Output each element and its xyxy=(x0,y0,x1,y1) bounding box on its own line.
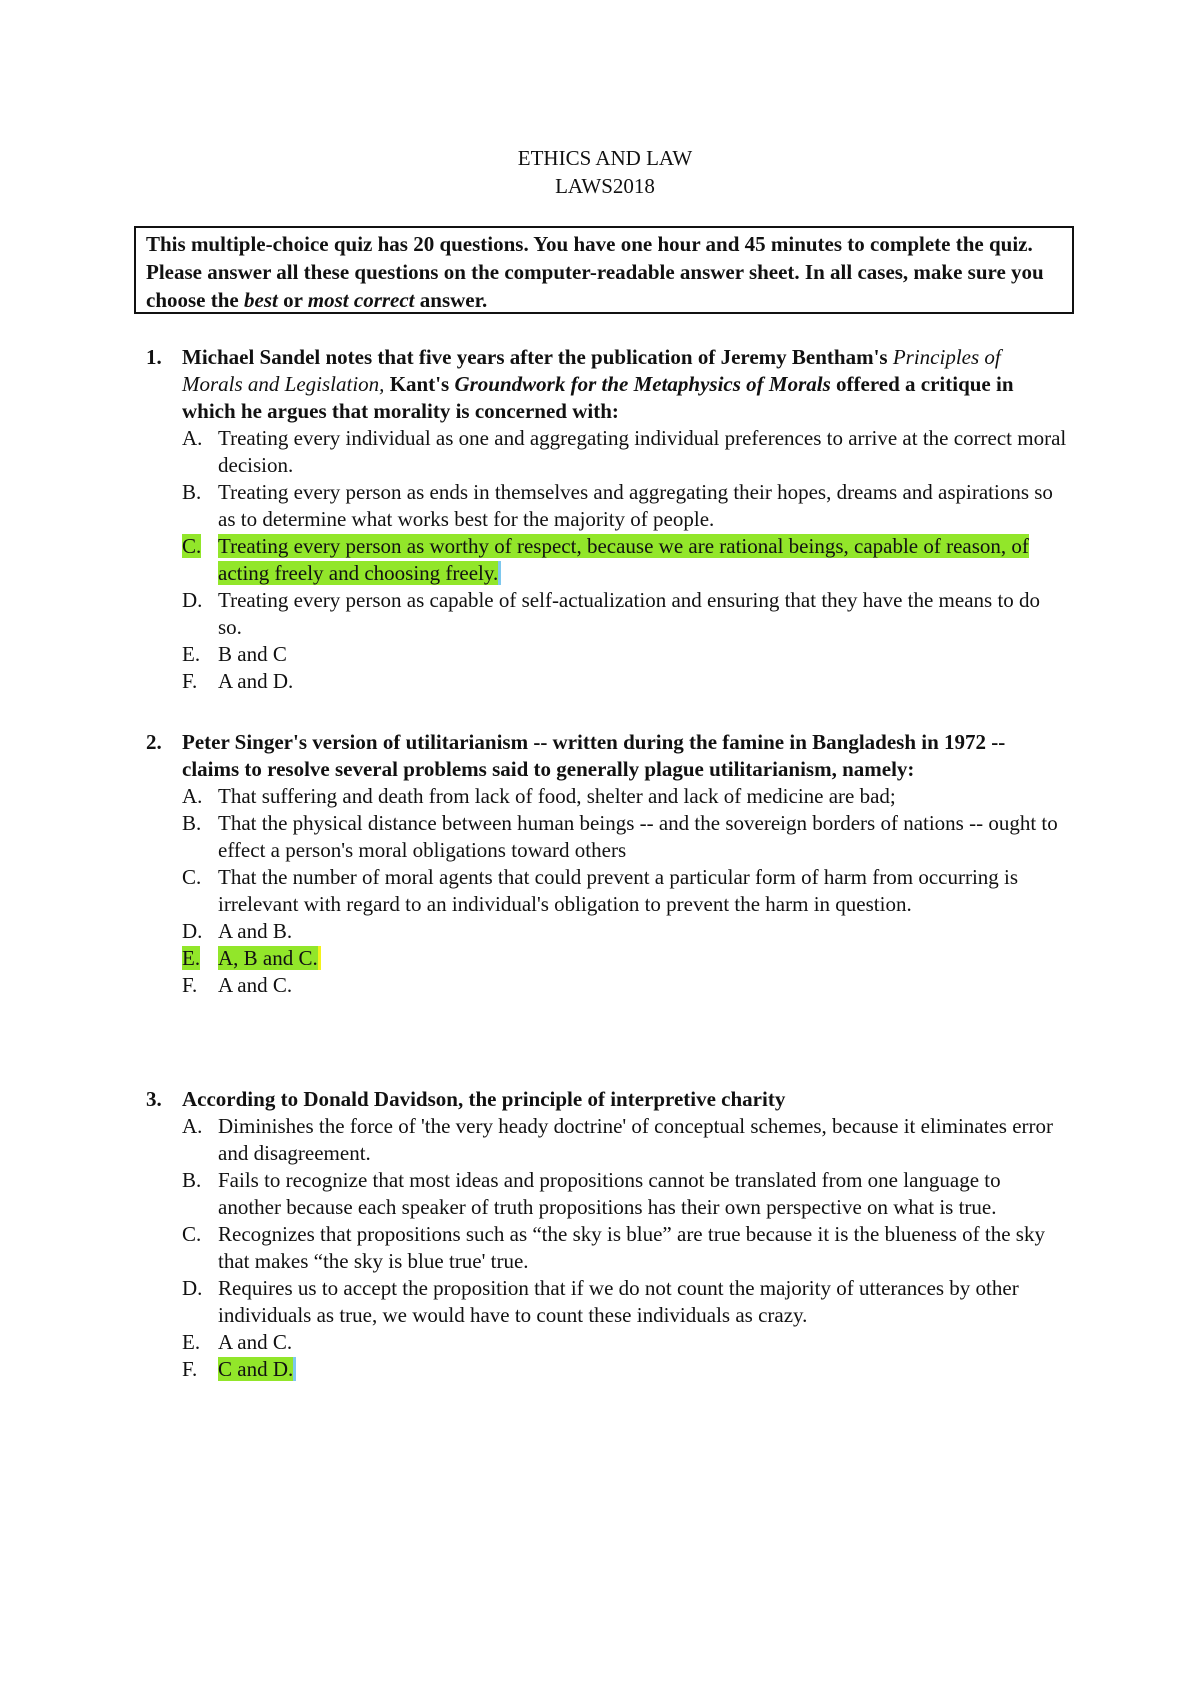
option-text: Treating every person as capable of self-actualization and ensuring that they have the means to do so. xyxy=(218,588,1041,639)
option-letter xyxy=(146,533,218,587)
document-header xyxy=(0,144,1200,200)
option-c-highlighted[interactable] xyxy=(146,533,1086,587)
book-title-kant: Groundwork for the Metaphysics of Morals xyxy=(454,372,831,396)
option-letter: C. xyxy=(182,865,202,889)
option-text: That the number of moral agents that could prevent a particular form of harm from occurring is irrelevant with regard to an individual's obligation to prevent the harm in question. xyxy=(218,865,1019,916)
question-3 xyxy=(146,1086,1086,1383)
option-letter: F. xyxy=(182,669,198,693)
instructions-box xyxy=(134,226,1074,314)
option-letter: B. xyxy=(182,480,202,504)
question-text: Peter Singer's version of utilitarianism -- written during the famine in Bangladesh in 1972 -- claims to resolve several problems said to generally plague utilitarianism, namely: xyxy=(182,730,1006,781)
option-text: Requires us to accept the proposition that if we do not count the majority of utterances by other individuals as true, we would have to count these individuals as crazy. xyxy=(218,1276,1019,1327)
option-d[interactable] xyxy=(146,587,1086,641)
stem-part: Michael Sandel notes that five years after the publication of Jeremy Bentham's xyxy=(182,345,893,369)
option-text: That the physical distance between human beings -- and the sovereign borders of nations -- ought to effect a person's moral obligations toward others xyxy=(218,811,1058,862)
option-a[interactable] xyxy=(146,783,1086,810)
instructions-or: or xyxy=(277,288,308,312)
option-text: Recognizes that propositions such as “the sky is blue” are true because it is the blueness of the sky that makes “the sky is blue true' true. xyxy=(218,1222,1045,1273)
question-stem xyxy=(146,729,1086,783)
option-c[interactable] xyxy=(146,1221,1086,1275)
stem-part: Kant's xyxy=(384,372,455,396)
option-a[interactable] xyxy=(146,425,1086,479)
option-letter: F. xyxy=(182,973,198,997)
option-text xyxy=(218,533,1068,587)
option-text: Diminishes the force of 'the very heady doctrine' of conceptual schemes, because it eliminates error and disagreement. xyxy=(218,1114,1053,1165)
option-list xyxy=(146,425,1086,695)
option-letter: A. xyxy=(182,784,203,808)
course-title: ETHICS AND LAW xyxy=(517,146,693,170)
option-f[interactable] xyxy=(146,668,1086,695)
option-letter: B. xyxy=(182,811,202,835)
instructions-end: answer. xyxy=(414,288,488,312)
question-2 xyxy=(146,729,1086,999)
option-list xyxy=(146,1113,1086,1383)
option-text: A and C. xyxy=(218,1330,293,1354)
option-text xyxy=(218,945,1068,972)
question-number: 1. xyxy=(146,345,162,369)
option-letter: D. xyxy=(182,919,203,943)
question-number: 3. xyxy=(146,1087,162,1111)
book-title-bentham: Principles of Morals and Legislation, xyxy=(182,345,1001,396)
highlight: A, B and C. xyxy=(218,946,321,970)
option-c[interactable] xyxy=(146,864,1086,918)
option-b[interactable] xyxy=(146,1167,1086,1221)
question-1 xyxy=(146,344,1086,695)
stem-part: offered a critique in which he argues that morality is concerned with: xyxy=(182,372,1014,423)
option-d[interactable] xyxy=(146,1275,1086,1329)
option-text: Fails to recognize that most ideas and propositions cannot be translated from one language to another because each speaker of truth propositions has their own perspective on what is true. xyxy=(218,1168,1001,1219)
option-f-highlighted[interactable] xyxy=(146,1356,1086,1383)
question-text xyxy=(182,344,1062,425)
highlight: C. xyxy=(182,534,202,558)
option-text: That suffering and death from lack of food, shelter and lack of medicine are bad; xyxy=(218,784,896,808)
instructions-text: This multiple-choice quiz has 20 questions. You have one hour and 45 minutes to complete the quiz. Please answer all these questions on the computer-readable answer sheet. In all cases, make sure you choose the xyxy=(146,232,1044,312)
option-letter: A. xyxy=(182,426,203,450)
option-list xyxy=(146,783,1086,999)
option-b[interactable] xyxy=(146,810,1086,864)
option-letter: F. xyxy=(182,1357,198,1381)
course-code: LAWS2018 xyxy=(555,174,655,198)
option-f[interactable] xyxy=(146,972,1086,999)
option-letter: C. xyxy=(182,1222,202,1246)
instructions-emphasis-most-correct: most correct xyxy=(307,288,415,312)
option-letter: A. xyxy=(182,1114,203,1138)
option-e-highlighted[interactable] xyxy=(146,945,1086,972)
highlight: Treating every person as worthy of respect, because we are rational beings, capable of reason, of acting freely and choosing freely. xyxy=(218,534,1029,585)
option-letter: D. xyxy=(182,1276,203,1300)
option-e[interactable] xyxy=(146,1329,1086,1356)
instructions-emphasis-best: best xyxy=(244,288,278,312)
option-letter xyxy=(146,945,218,972)
highlight: C and D. xyxy=(218,1357,296,1381)
option-text: A and C. xyxy=(218,973,293,997)
option-text: B and C xyxy=(218,642,287,666)
option-text: Treating every individual as one and aggregating individual preferences to arrive at the correct moral decision. xyxy=(218,426,1067,477)
option-d[interactable] xyxy=(146,918,1086,945)
option-letter: E. xyxy=(182,1330,201,1354)
option-text xyxy=(218,1356,1068,1383)
highlight: E. xyxy=(182,946,201,970)
question-stem xyxy=(146,1086,1086,1113)
question-stem xyxy=(146,344,1086,425)
option-a[interactable] xyxy=(146,1113,1086,1167)
option-e[interactable] xyxy=(146,641,1086,668)
option-letter: D. xyxy=(182,588,203,612)
option-letter: B. xyxy=(182,1168,202,1192)
question-number: 2. xyxy=(146,730,162,754)
option-text: Treating every person as ends in themselves and aggregating their hopes, dreams and aspirations so as to determine what works best for the majority of people. xyxy=(218,480,1053,531)
option-text: A and B. xyxy=(218,919,293,943)
option-letter: E. xyxy=(182,642,201,666)
question-text: According to Donald Davidson, the principle of interpretive charity xyxy=(182,1087,786,1111)
option-text: A and D. xyxy=(218,669,294,693)
option-b[interactable] xyxy=(146,479,1086,533)
